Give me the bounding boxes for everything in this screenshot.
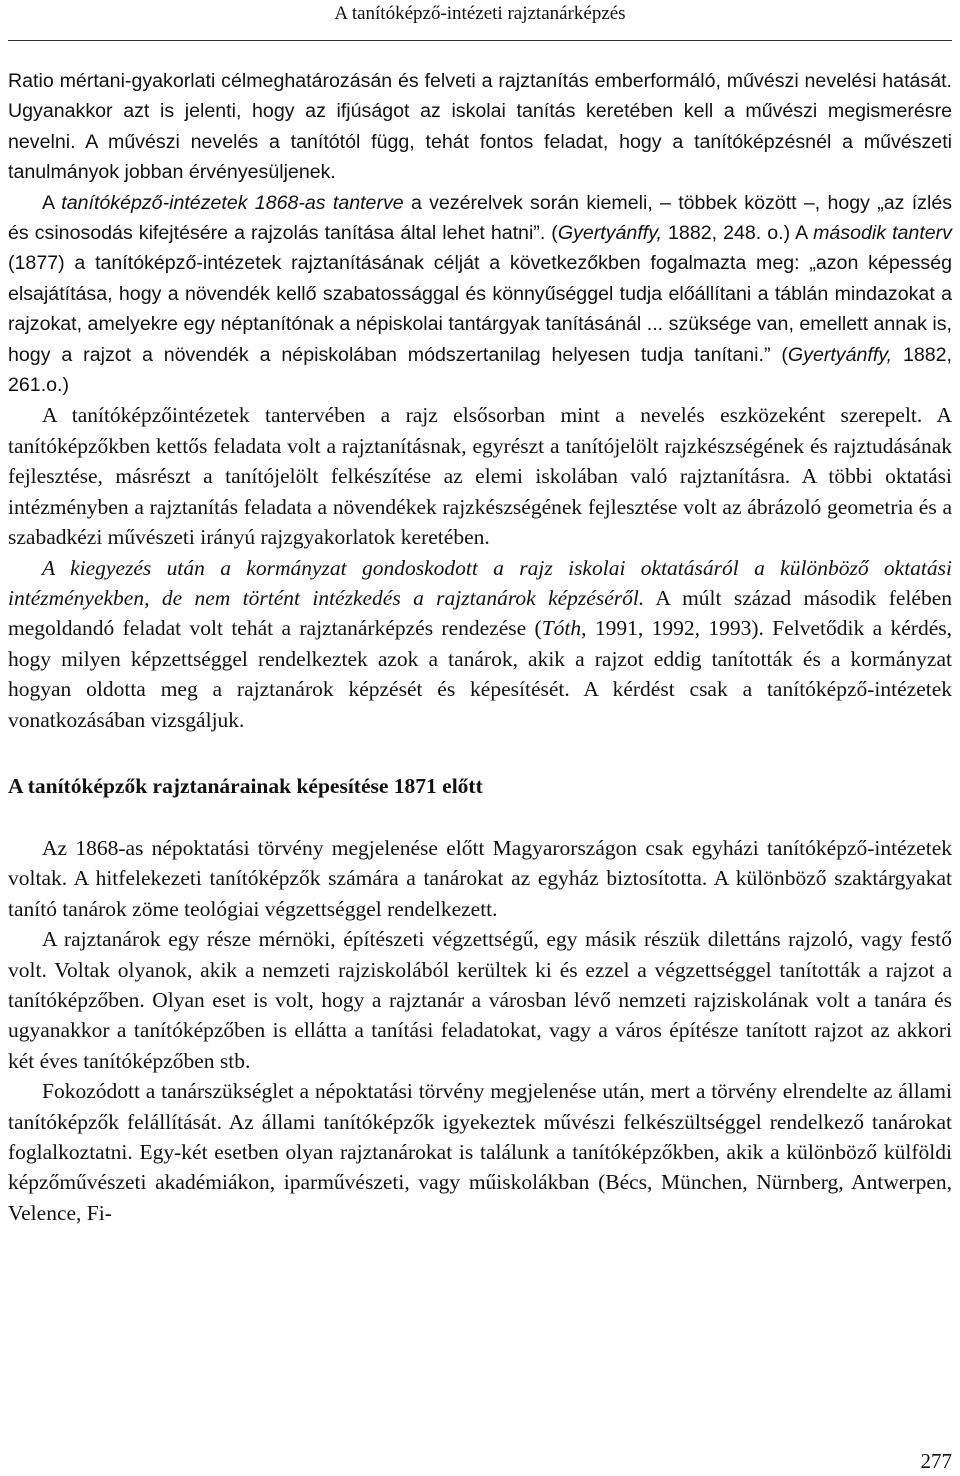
citation-author: Tóth (541, 616, 582, 641)
text-run: A tanítóképzőkben kettős feladata volt a rajztanításnak, egyrészt a tanítójelölt rajzkészségének és rajztudásának fejlesztése, másrészt a tanítójelölt felkészítése az elemi iskolában való rajztanításra. A többi oktatási intézményben a rajztanítás feladata a növendékek rajzkészségének fejlesztése volt az ábrázoló geometria és a szabadkézi művészeti irányú rajzgyakorlatok keretében. (8, 403, 953, 550)
header-rule (8, 40, 952, 41)
text-run: A (790, 222, 814, 245)
paragraph-teacher-background (8, 924, 952, 1076)
citation-author: Gyertyánffy, (557, 222, 662, 245)
text-run: A tanítóképzőintézetek tantervében a rajz elsősorban mint a nevelés eszközeként szerepelt. (42, 403, 923, 428)
section-heading: A tanítóképzők rajztanárainak képesítése 1871 előtt (8, 773, 483, 798)
text-run-italic: tanítóképző-intézetek 1868-as tanterve (61, 191, 404, 214)
text-run: Fokozódott a tanárszükséglet a népoktatási törvény megjelenése után, mert a törvény elrendelte az állami tanítóképzők felállítását. Az állami tanítóképzők igyekeztek művészi felkészültséggel rendelkező tanárokat foglalkoztatni. Egy-két esetben olyan rajztanárokat is találunk a tanítóképzőkben, akik a különböző külföldi képzőművészeti akadémiákon, iparművészeti, vagy műiskolákban (Bécs, München, Nürnberg, Antwerpen, Velence, Fi- (8, 1079, 952, 1225)
paragraph-church-schools (8, 833, 952, 924)
text-run: A múlt század második felében megoldandó feladat volt tehát a rajztanárképzés rendezése ( (8, 585, 952, 641)
text-run: a vezérelvek során kiemeli, – többek között –, hogy „az ízlés és csinosodás kifejtésére a rajzolás tanítása által lehet hatni”. ( (8, 191, 953, 245)
paragraph-drawing-role (8, 400, 952, 552)
text-run: Az 1868-as népoktatási törvény megjelenése előtt Magyarországon csak egyházi tanítóképző-intézetek voltak. A hitfelekezeti tanítóképzők számára a tanárokat az egyház biztosította. A különböző szaktárgyakat tanító tanárok zöme teológiai végzettséggel rendelkezett. (8, 835, 952, 921)
paragraph-intro (8, 66, 952, 188)
paragraph-state-schools (8, 1076, 952, 1228)
text-run: , 1991, 1992, 1993). Felvetődik a kérdés, hogy milyen képzettséggel rendelkeztek azok a tanárok, akik a rajzot eddig tanították és a kormányzat hogyan oldotta meg a rajztanárok képzését és képesítését. A kérdést csak a tanítóképző-intézetek vonatkozásában vizsgáljuk. (8, 616, 952, 732)
paragraph-compromise (8, 553, 952, 735)
text-run-italic: A kiegyezés után a kormányzat gondoskodott a rajz iskolai oktatásáról a különböző oktatási intézményekben, de nem történt intézkedés a rajztanárok képzéséről. (8, 555, 952, 610)
running-header: A tanítóképző-intézeti rajztanárképzés (334, 3, 626, 24)
paragraph-intro-text: Ratio mértani-gyakorlati célmeghatározásán és felveti a rajztanítás emberformáló, művészi nevelési hatását. Ugyanakkor azt is jelenti, hogy az ifjúságot az iskolai tanítás keretében kell a művészi megismerésre nevelni. A művészi nevelés a tanítótól függ, tehát fontos feladat, hogy a tanítóképzésnél a művészeti tanulmányok jobban érvényesüljenek. (8, 70, 952, 184)
text-run: (1877) a tanítóképző-intézetek rajztanításának célját a következőkben fogalmazta meg: „azon képesség elsajátítása, hogy a növendék kellő szabatossággal és könnyűséggel tudja előállítani a táblán mindazokat a rajzokat, amelyekre egy néptanítónak a népiskolai tantárgyak tanításánál ... szüksége van, emellett annak is, hogy a rajzot a növendék a népiskolában módszertanilag helyesen tudja tanítani.” ( (8, 252, 952, 366)
text-run-italic: második tanterv (813, 222, 952, 245)
citation-author: Gyertyánffy, (787, 343, 893, 366)
text-run: A (42, 191, 62, 214)
page-number: 277 (920, 1449, 952, 1473)
citation-ref: 1882, 261.o.) (8, 343, 953, 397)
text-run: A rajztanárok egy része mérnöki, építészeti végzettségű, egy másik részük dilettáns rajzoló, vagy festő volt. Voltak olyanok, akik a nemzeti rajziskolából kerültek ki és ezzel a végzettséggel tanították a rajzot a tanítóképzőben. Olyan eset is volt, hogy a rajztanár a városban lévő nemzeti rajziskolának volt a tanára és ugyanakkor a tanítóképzőben is ellátta a tanítási feladatokat, vagy a város építésze tanított rajzot az akkori két éves tanítóképzőben stb. (8, 927, 952, 1073)
paragraph-first-curriculum (8, 188, 952, 401)
page-body (8, 66, 952, 1228)
citation-ref: 1882, 248. o.) (662, 222, 791, 245)
